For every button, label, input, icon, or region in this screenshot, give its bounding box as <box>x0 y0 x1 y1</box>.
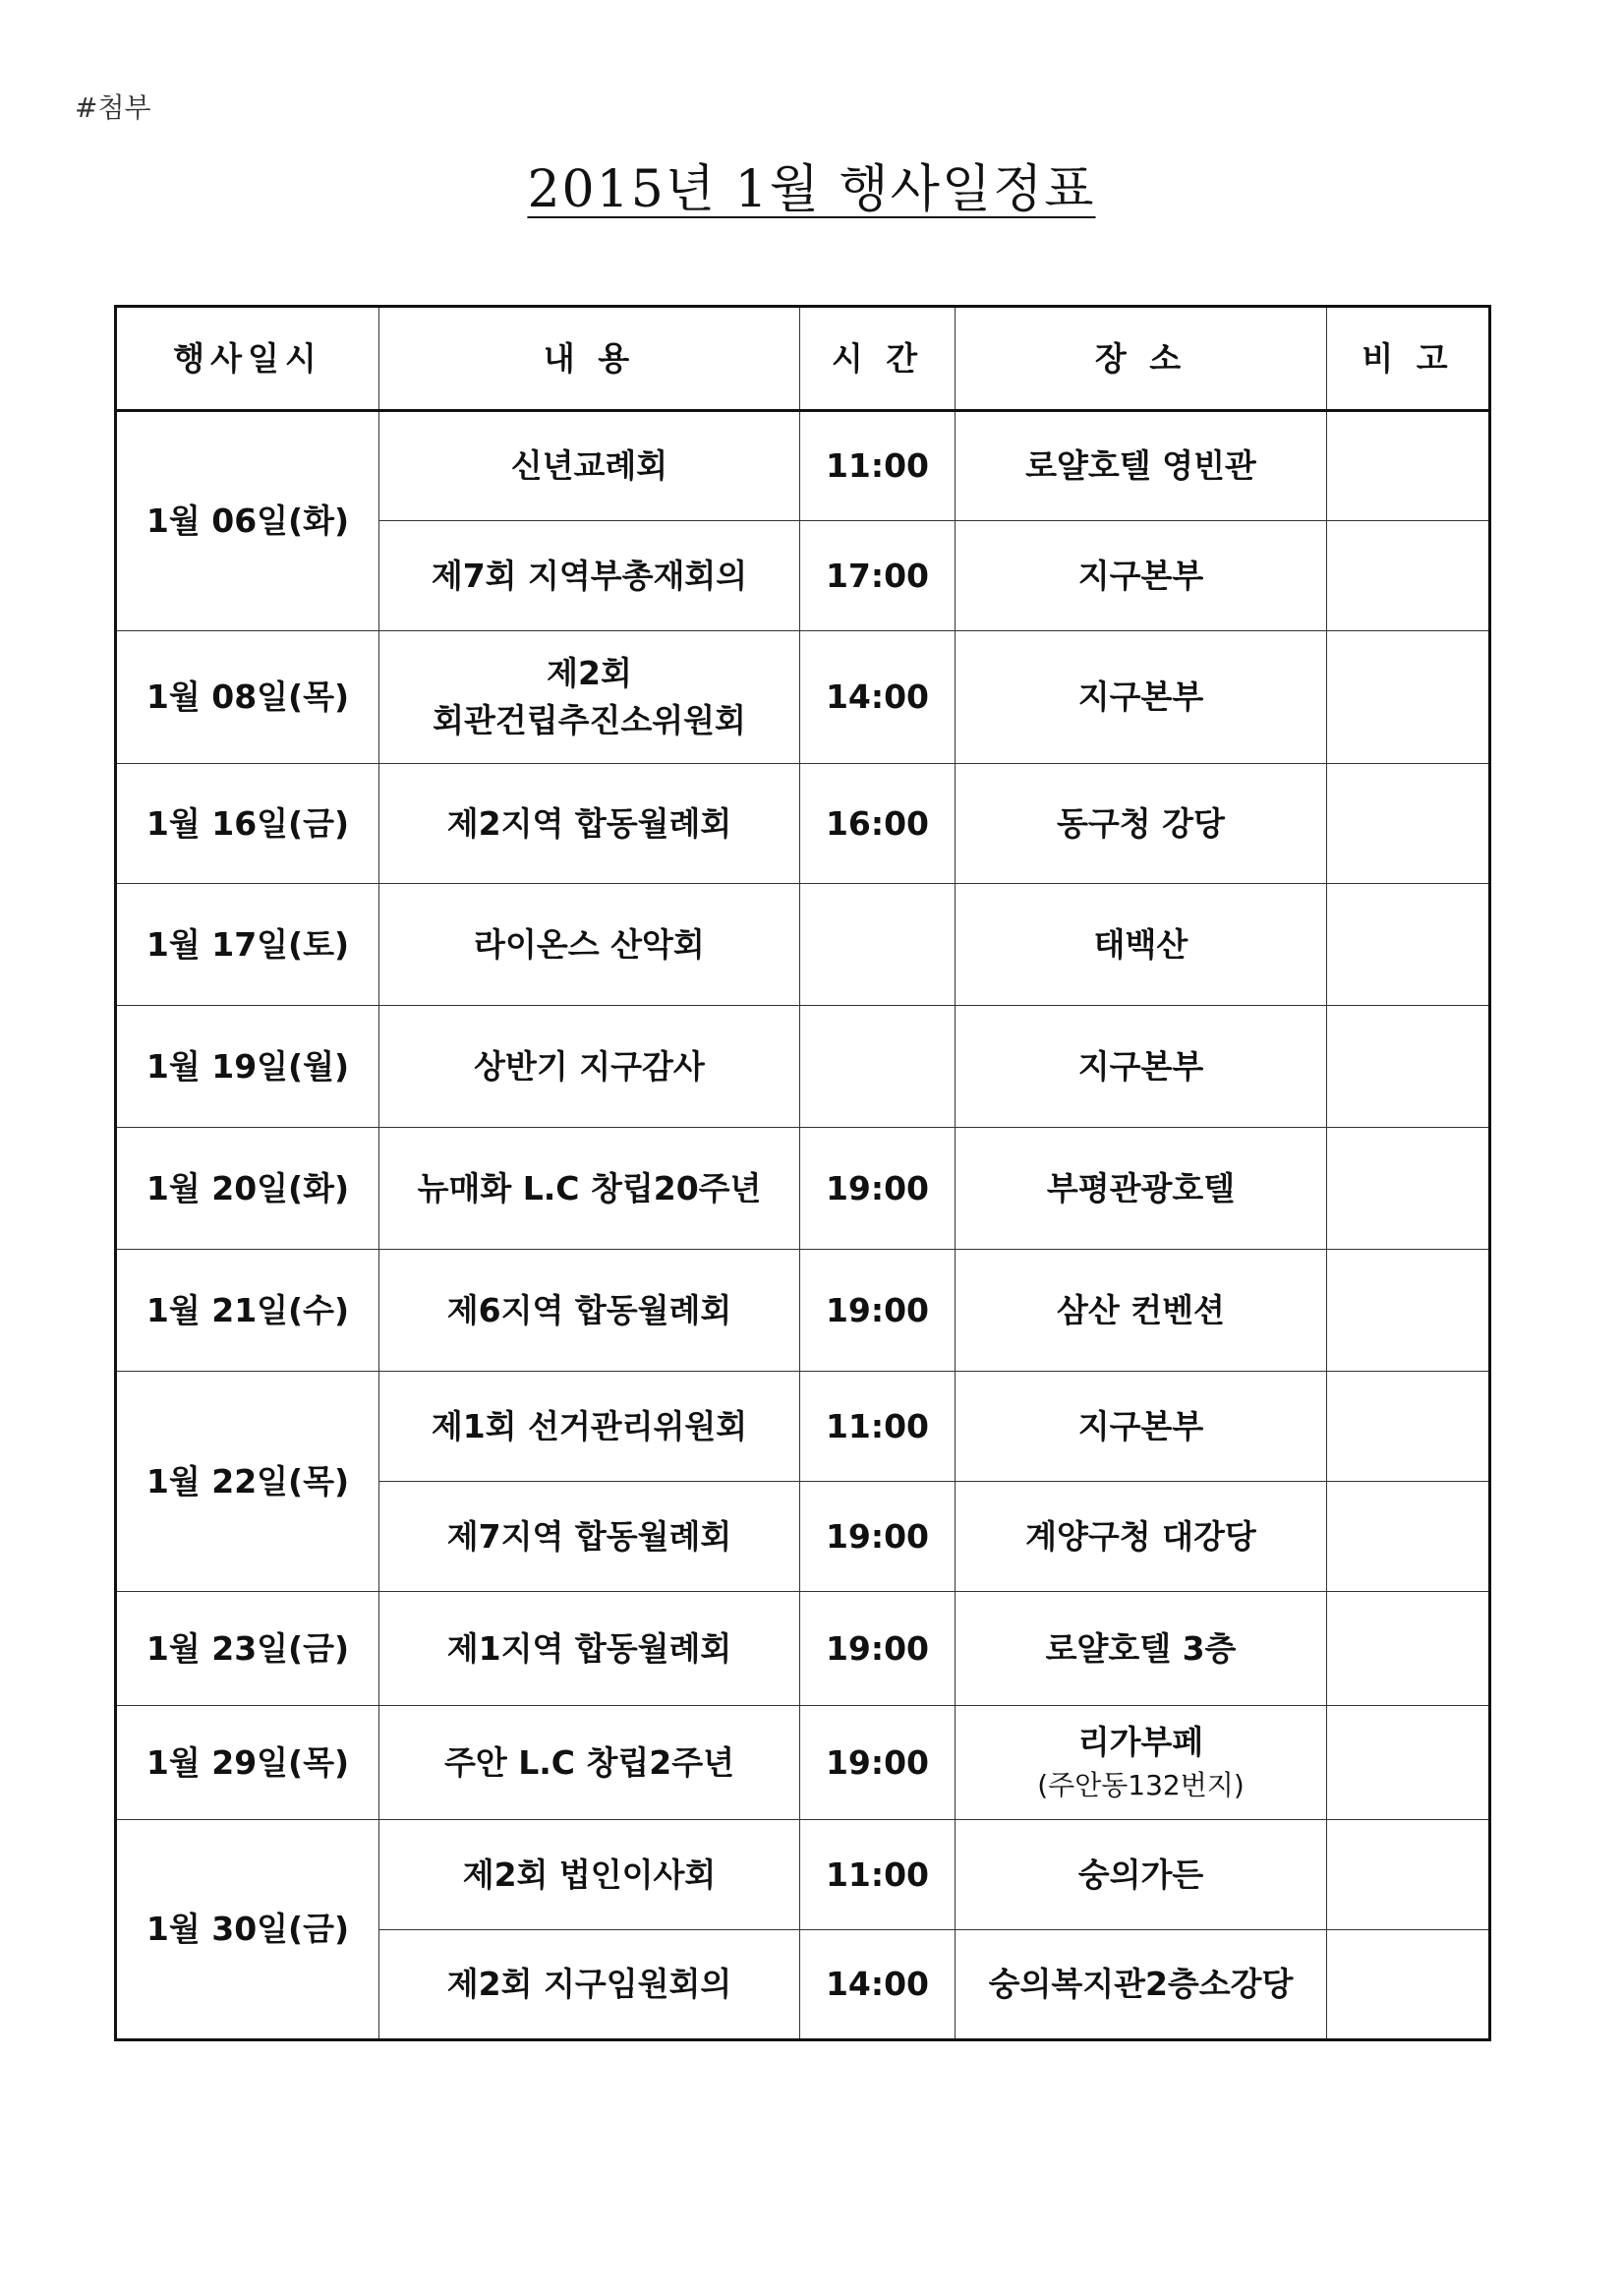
event-note <box>1327 1592 1490 1706</box>
header-note: 비 고 <box>1327 307 1490 411</box>
event-date: 1월 20일(화) <box>116 1128 379 1250</box>
event-content: 제1회 선거관리위원회 <box>379 1372 800 1482</box>
event-content-line: 회관건립추진소위원회 <box>433 701 746 739</box>
event-content: 제7회 지역부총재회의 <box>379 521 800 631</box>
event-date: 1월 21일(수) <box>116 1250 379 1372</box>
event-date: 1월 19일(월) <box>116 1006 379 1128</box>
event-time: 16:00 <box>800 764 956 884</box>
table-row <box>116 1820 1490 1930</box>
event-time: 11:00 <box>800 411 956 521</box>
table-row <box>116 1128 1490 1250</box>
event-note <box>1327 521 1490 631</box>
event-time: 19:00 <box>800 1592 956 1706</box>
event-note <box>1327 1006 1490 1128</box>
table-row <box>116 884 1490 1006</box>
schedule-table <box>114 305 1491 2041</box>
page-title-wrap <box>0 147 1623 221</box>
event-content: 라이온스 산악회 <box>379 884 800 1006</box>
event-time: 19:00 <box>800 1250 956 1372</box>
event-place: 지구본부 <box>956 1372 1327 1482</box>
event-content: 제2회 법인이사회 <box>379 1820 800 1930</box>
event-date: 1월 22일(목) <box>116 1372 379 1592</box>
event-place: 부평관광호텔 <box>956 1128 1327 1250</box>
event-content: 제6지역 합동월례회 <box>379 1250 800 1372</box>
event-place: 지구본부 <box>956 631 1327 764</box>
table-row <box>116 1006 1490 1128</box>
event-place: 동구청 강당 <box>956 764 1327 884</box>
event-place: 지구본부 <box>956 1006 1327 1128</box>
table-row <box>116 764 1490 884</box>
event-time: 19:00 <box>800 1128 956 1250</box>
event-content-line: 제2회 <box>547 654 632 693</box>
event-content: 뉴매화 L.C 창립20주년 <box>379 1128 800 1250</box>
event-content: 제7지역 합동월례회 <box>379 1482 800 1592</box>
event-note <box>1327 1482 1490 1592</box>
event-place: 계양구청 대강당 <box>956 1482 1327 1592</box>
event-time: 19:00 <box>800 1482 956 1592</box>
attachment-label: #첨부 <box>75 91 151 124</box>
event-date: 1월 08일(목) <box>116 631 379 764</box>
header-row <box>116 307 1490 411</box>
event-content: 신년교례회 <box>379 411 800 521</box>
event-content: 제2지역 합동월례회 <box>379 764 800 884</box>
header-content: 내 용 <box>379 307 800 411</box>
event-date: 1월 17일(토) <box>116 884 379 1006</box>
event-content <box>379 631 800 764</box>
event-note <box>1327 1820 1490 1930</box>
event-place: 로얄호텔 3층 <box>956 1592 1327 1706</box>
event-date: 1월 30일(금) <box>116 1820 379 2040</box>
event-note <box>1327 1250 1490 1372</box>
table-row <box>116 1706 1490 1820</box>
header-date: 행사일시 <box>116 307 379 411</box>
event-content: 상반기 지구감사 <box>379 1006 800 1128</box>
event-content: 제1지역 합동월례회 <box>379 1592 800 1706</box>
event-date: 1월 23일(금) <box>116 1592 379 1706</box>
event-note <box>1327 1372 1490 1482</box>
event-place: 태백산 <box>956 884 1327 1006</box>
event-note <box>1327 411 1490 521</box>
event-time: 14:00 <box>800 1930 956 2040</box>
event-time: 17:00 <box>800 521 956 631</box>
header-time: 시 간 <box>800 307 956 411</box>
event-note <box>1327 631 1490 764</box>
table-row <box>116 1250 1490 1372</box>
table-row <box>116 1372 1490 1482</box>
event-time: 11:00 <box>800 1820 956 1930</box>
event-place <box>956 1706 1327 1820</box>
event-date: 1월 29일(목) <box>116 1706 379 1820</box>
event-date: 1월 06일(화) <box>116 411 379 631</box>
event-note <box>1327 884 1490 1006</box>
table-row <box>116 1592 1490 1706</box>
event-place: 숭의복지관2층소강당 <box>956 1930 1327 2040</box>
event-note <box>1327 764 1490 884</box>
event-content: 제2회 지구임원회의 <box>379 1930 800 2040</box>
event-note <box>1327 1706 1490 1820</box>
event-place: 삼산 컨벤션 <box>956 1250 1327 1372</box>
event-note <box>1327 1930 1490 2040</box>
event-note <box>1327 1128 1490 1250</box>
event-place-main: 리가부페 <box>1077 1723 1204 1762</box>
event-time: 11:00 <box>800 1372 956 1482</box>
table-row <box>116 411 1490 521</box>
event-content: 주안 L.C 창립2주년 <box>379 1706 800 1820</box>
event-place: 로얄호텔 영빈관 <box>956 411 1327 521</box>
event-time: 19:00 <box>800 1706 956 1820</box>
event-time: 14:00 <box>800 631 956 764</box>
header-place: 장 소 <box>956 307 1327 411</box>
event-date: 1월 16일(금) <box>116 764 379 884</box>
event-time <box>800 1006 956 1128</box>
table-row <box>116 631 1490 764</box>
page-title: 2015년 1월 행사일정표 <box>527 160 1096 219</box>
event-time <box>800 884 956 1006</box>
event-place: 지구본부 <box>956 521 1327 631</box>
event-place: 숭의가든 <box>956 1820 1327 1930</box>
event-place-sub: (주안동132번지) <box>1037 1769 1245 1802</box>
